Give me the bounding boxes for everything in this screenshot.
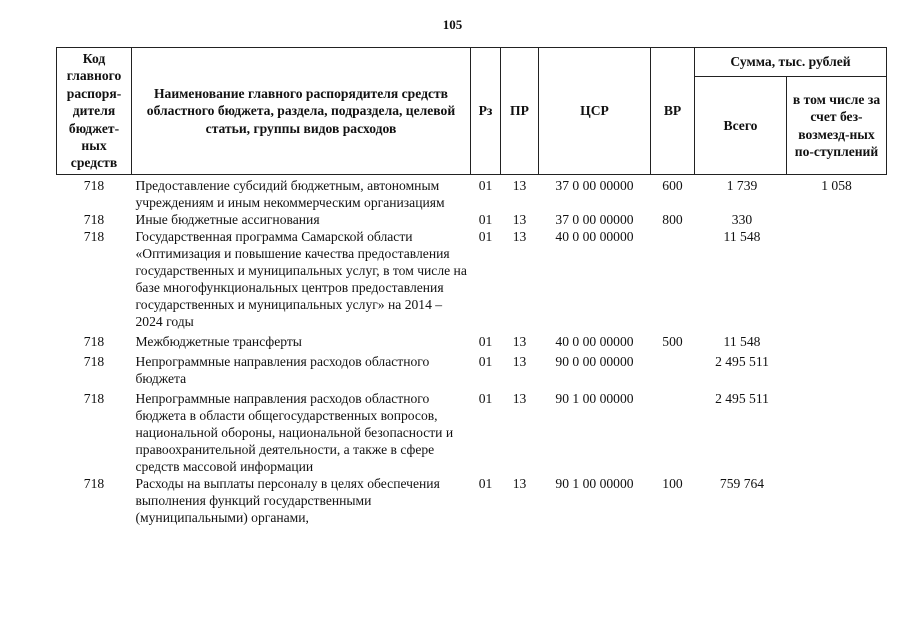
- cell-code: 718: [83, 390, 105, 406]
- table-row: [57, 211, 887, 228]
- cell-code: 718: [83, 353, 105, 369]
- header-gratuitous: в том числе за счет без-возмезд-ных по-ступлений: [787, 77, 887, 175]
- cell-vr: 100: [662, 475, 683, 491]
- cell-name: Непрограммные направления расходов областного бюджета в области общегосударственных вопросов, национальной обороны, национальной безопасности и правоохранительной деятельности, а также в сфере средств массовой информации: [135, 390, 454, 474]
- cell-pr: 13: [512, 333, 527, 349]
- cell-vr: 600: [662, 177, 683, 193]
- cell-rz: 01: [478, 228, 493, 244]
- budget-table: [56, 47, 887, 526]
- cell-code: 718: [83, 228, 105, 244]
- page-number: 105: [442, 17, 463, 32]
- cell-name: Межбюджетные трансферты: [135, 333, 302, 349]
- cell-vr: [651, 387, 695, 475]
- cell-total: 2 495 511: [715, 353, 769, 369]
- cell-rz: 01: [478, 353, 493, 369]
- cell-rz: 01: [478, 475, 493, 491]
- table-row: [57, 174, 887, 211]
- table-row: [57, 387, 887, 475]
- cell-rz: 01: [478, 177, 493, 193]
- cell-total: 11 548: [723, 333, 761, 349]
- cell-vr: 500: [662, 333, 683, 349]
- cell-csr: 90 1 00 00000: [555, 390, 634, 406]
- cell-csr: 40 0 00 00000: [555, 228, 634, 244]
- cell-csr: 90 1 00 00000: [555, 475, 634, 491]
- cell-total: 2 495 511: [715, 390, 769, 406]
- table-row: [57, 475, 887, 526]
- cell-pr: 13: [512, 353, 527, 369]
- cell-gratuitous: [787, 475, 887, 526]
- cell-gratuitous: [787, 211, 887, 228]
- table-row: [57, 228, 887, 330]
- cell-name: Иные бюджетные ассигнования: [135, 211, 320, 227]
- cell-code: 718: [83, 475, 105, 491]
- cell-pr: 13: [512, 177, 527, 193]
- header-sum-group: Сумма, тыс. рублей: [695, 48, 887, 77]
- cell-gratuitous: 1 058: [821, 177, 852, 193]
- cell-gratuitous: [787, 387, 887, 475]
- cell-rz: 01: [478, 211, 493, 227]
- header-vr: ВР: [651, 48, 695, 175]
- header-pr: ПР: [501, 48, 539, 175]
- cell-gratuitous: [787, 228, 887, 330]
- cell-name: Предоставление субсидий бюджетным, автономным учреждениям и иным некоммерческим организациям: [135, 177, 445, 210]
- cell-total: 11 548: [723, 228, 761, 244]
- cell-total: 1 739: [726, 177, 758, 193]
- cell-pr: 13: [512, 475, 527, 491]
- header-csr: ЦСР: [539, 48, 651, 175]
- cell-name: Государственная программа Самарской области «Оптимизация и повышение качества предоставления государственных и муниципальных услуг, в том числе на базе многофункциональных центров предоставления государственных и муниципальных услуг» на 2014 – 2024 годы: [135, 228, 467, 329]
- cell-name: Непрограммные направления расходов областного бюджета: [135, 353, 430, 386]
- cell-code: 718: [83, 333, 105, 349]
- cell-total: 759 764: [719, 475, 765, 491]
- header-name: Наименование главного распорядителя средств областного бюджета, раздела, подраздела, целевой статьи, группы видов расходов: [132, 48, 471, 175]
- cell-vr: [651, 228, 695, 330]
- cell-pr: 13: [512, 390, 527, 406]
- cell-gratuitous: [787, 350, 887, 387]
- cell-total: 330: [731, 211, 753, 227]
- cell-vr: 800: [662, 211, 683, 227]
- header-rz: Рз: [471, 48, 501, 175]
- cell-csr: 37 0 00 00000: [555, 177, 634, 193]
- cell-code: 718: [83, 177, 105, 193]
- cell-code: 718: [83, 211, 105, 227]
- cell-rz: 01: [478, 333, 493, 349]
- table-row: [57, 350, 887, 387]
- cell-pr: 13: [512, 228, 527, 244]
- table-body: [57, 174, 887, 526]
- cell-csr: 37 0 00 00000: [555, 211, 634, 227]
- header-code: Код главного распоря-дителя бюджет-ных средств: [57, 48, 132, 175]
- cell-pr: 13: [512, 211, 527, 227]
- cell-vr: [651, 350, 695, 387]
- table-row: [57, 330, 887, 350]
- cell-name: Расходы на выплаты персоналу в целях обеспечения выполнения функций государственными (муниципальными) органами,: [135, 475, 440, 525]
- cell-csr: 40 0 00 00000: [555, 333, 634, 349]
- cell-rz: 01: [478, 390, 493, 406]
- cell-csr: 90 0 00 00000: [555, 353, 634, 369]
- cell-gratuitous: [787, 330, 887, 350]
- header-total: Всего: [695, 77, 787, 175]
